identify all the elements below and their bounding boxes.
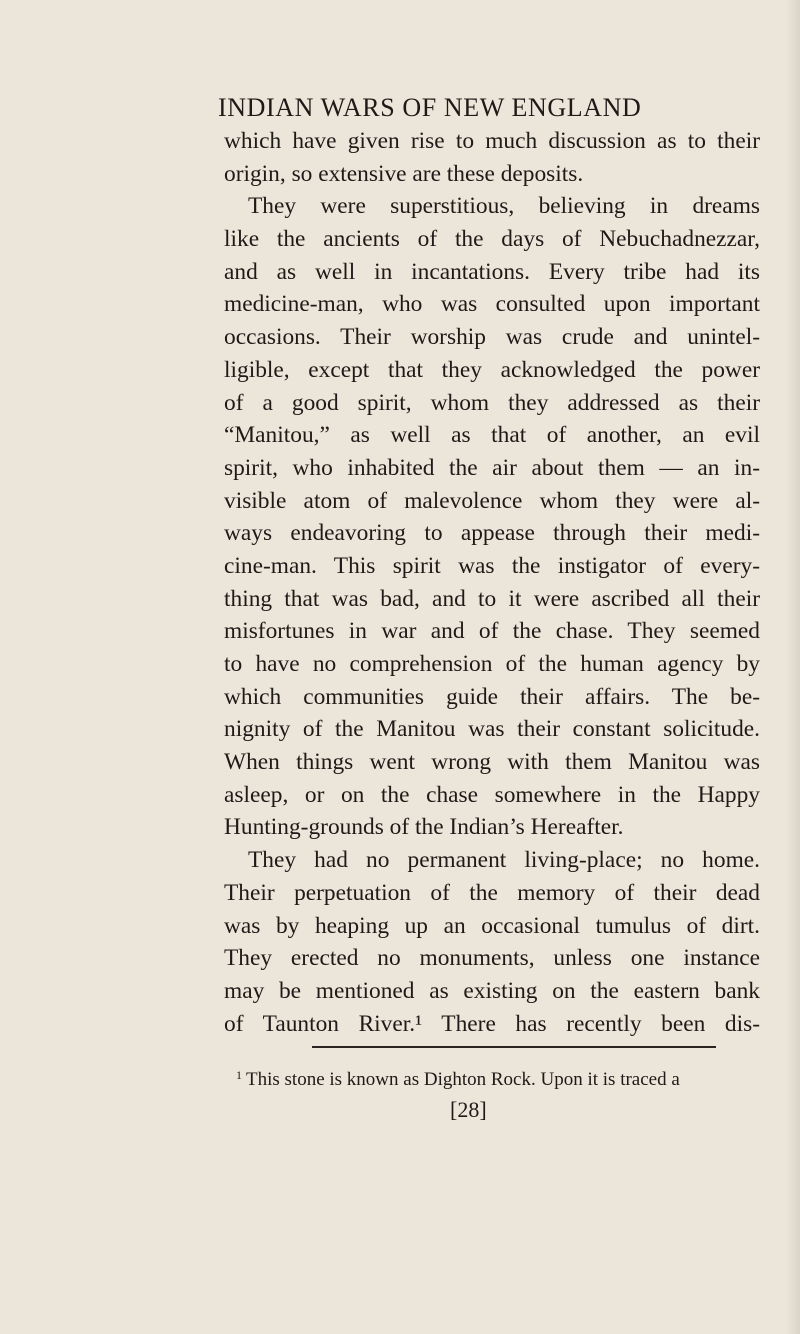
text-line: and as well in incantations. Every tribe had its [224, 258, 760, 285]
footnote-rule [312, 1046, 716, 1048]
text-line: They were superstitious, believing in dreams [248, 193, 760, 220]
text-line: occasions. Their worship was crude and unintel- [224, 324, 760, 351]
text-line: Hunting-grounds of the Indian’s Hereafter. [224, 814, 624, 841]
footnote-marker: 1 [236, 1068, 242, 1082]
text-line: ways endeavoring to appease through their medi- [224, 520, 760, 547]
text-line: origin, so extensive are these deposits. [224, 160, 584, 187]
footnote-text: This stone is known as Dighton Rock. Upon it is traced a [246, 1069, 680, 1090]
text-line: cine-man. This spirit was the instigator of every- [224, 552, 760, 579]
text-line: of Taunton River.¹ There has recently been dis- [224, 1010, 760, 1037]
text-line: which communities guide their affairs. The be- [224, 683, 760, 710]
text-line: medicine-man, who was consulted upon important [224, 291, 760, 318]
page-number: [28] [450, 1097, 487, 1122]
text-line: thing that was bad, and to it were ascribed all their [224, 585, 760, 612]
page-edge-shadow [786, 0, 800, 1334]
text-line: nignity of the Manitou was their constant solicitude. [224, 716, 760, 743]
text-line: was by heaping up an occasional tumulus of dirt. [224, 912, 760, 939]
text-line: asleep, or on the chase somewhere in the Happy [224, 781, 760, 808]
text-line: misfortunes in war and of the chase. They seemed [224, 618, 760, 645]
text-line: to have no comprehension of the human agency by [224, 651, 760, 677]
text-line: of a good spirit, whom they addressed as their [224, 389, 760, 416]
text-line: like the ancients of the days of Nebuchadnezzar, [224, 226, 760, 253]
text-line: ligible, except that they acknowledged the power [224, 356, 760, 383]
text-line: spirit, who inhabited the air about them — an in- [224, 454, 760, 481]
footnote [236, 1062, 748, 1093]
text-line: When things went wrong with them Manitou was [224, 749, 760, 776]
text-line: They erected no monuments, unless one instance [224, 945, 760, 972]
text-line: Their perpetuation of the memory of their dead [224, 879, 760, 906]
text-line: visible atom of malevolence whom they were al- [224, 487, 760, 514]
running-head: INDIAN WARS OF NEW ENGLAND [218, 93, 642, 122]
text-line: “Manitou,” as well as that of another, an evil [224, 422, 760, 449]
text-line: They had no permanent living-place; no home. [248, 847, 760, 874]
text-line: which have given rise to much discussion as to their [224, 128, 760, 154]
text-line: may be mentioned as existing on the eastern bank [224, 977, 760, 1004]
body-text [224, 125, 760, 1040]
